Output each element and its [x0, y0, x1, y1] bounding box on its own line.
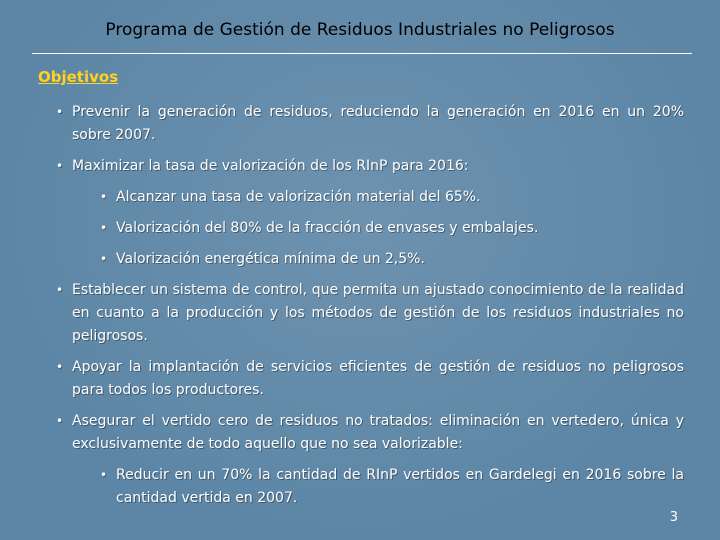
slide-title: Programa de Gestión de Residuos Industriales no Peligrosos [105, 20, 615, 40]
bullet-icon: • [56, 283, 64, 297]
list-item-text: Asegurar el vertido cero de residuos no tratados: eliminación en vertedero, única y exclusivamente de todo aquello que no sea valorizable: [72, 413, 684, 452]
page-number: 3 [669, 510, 678, 525]
sub-list-item [100, 248, 684, 271]
bullet-icon: • [56, 159, 64, 173]
bullet-icon: • [100, 252, 108, 266]
bullet-icon: • [100, 190, 108, 204]
section-heading: Objetivos [38, 68, 119, 86]
objectives-list [56, 101, 684, 518]
list-item-text: Valorización del 80% de la fracción de envases y embalajes. [116, 220, 539, 236]
list-item-text: Prevenir la generación de residuos, reduciendo la generación en 2016 en un 20% sobre 2007. [72, 104, 684, 143]
title-divider [32, 53, 692, 54]
list-item-text: Valorización energética mínima de un 2,5%. [116, 251, 425, 267]
list-item-text: Alcanzar una tasa de valorización material del 65%. [116, 189, 481, 205]
sub-list-item [100, 186, 684, 209]
bullet-icon: • [56, 360, 64, 374]
list-item-text: Apoyar la implantación de servicios eficientes de gestión de residuos no peligrosos para todos los productores. [72, 359, 684, 398]
list-item [56, 155, 684, 178]
list-item-text: Maximizar la tasa de valorización de los RInP para 2016: [72, 158, 469, 174]
list-item-text: Establecer un sistema de control, que permita un ajustado conocimiento de la realidad en cuanto a la producción y los métodos de gestión de los residuos industriales no peligrosos. [72, 282, 684, 344]
bullet-icon: • [56, 105, 64, 119]
list-item [56, 101, 684, 147]
bullet-icon: • [100, 468, 108, 482]
bullet-icon: • [56, 414, 64, 428]
sub-list-item [100, 464, 684, 510]
list-item-text: Reducir en un 70% la cantidad de RInP vertidos en Gardelegi en 2016 sobre la cantidad vertida en 2007. [116, 467, 684, 506]
sub-list-item [100, 217, 684, 240]
list-item [56, 410, 684, 456]
list-item [56, 279, 684, 348]
list-item [56, 356, 684, 402]
bullet-icon: • [100, 221, 108, 235]
